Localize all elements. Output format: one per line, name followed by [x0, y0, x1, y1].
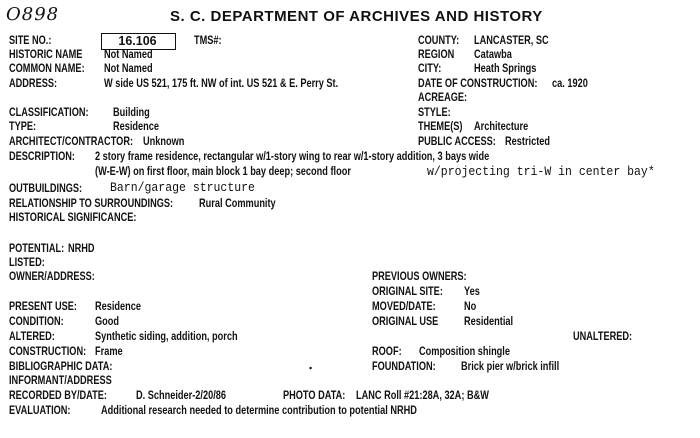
site-no-value: 16.106	[118, 34, 157, 48]
themes-value: Architecture	[474, 121, 529, 133]
description-line-2-typed: w/projecting tri-W in center bay*	[427, 165, 655, 179]
altered-label: ALTERED:	[9, 331, 55, 343]
potential-value: NRHD	[68, 243, 95, 255]
recorded-by-value: D. Schneider-2/20/86	[136, 390, 226, 402]
photo-data-label: PHOTO DATA:	[283, 390, 346, 402]
handwritten-file-number: O898	[6, 4, 60, 25]
common-name-value: Not Named	[104, 63, 153, 75]
historic-name-label: HISTORIC NAME	[9, 49, 83, 61]
altered-value: Synthetic siding, addition, porch	[95, 331, 238, 343]
county-value: LANCASTER, SC	[474, 35, 549, 47]
style-label: STYLE:	[418, 107, 451, 119]
public-access-value: Restricted	[505, 136, 550, 148]
classification-label: CLASSIFICATION:	[9, 107, 89, 119]
address-value: W side US 521, 175 ft. NW of int. US 521 & E. Perry St.	[104, 78, 339, 90]
original-site-value: Yes	[464, 286, 480, 298]
ink-speck: •	[307, 362, 314, 374]
form-title: S. C. DEPARTMENT OF ARCHIVES AND HISTORY	[170, 8, 543, 25]
description-line-2: (W-E-W) on first floor, main block 1 bay deep; second floor	[95, 166, 351, 178]
acreage-label: ACREAGE:	[418, 92, 468, 104]
description-line-1: 2 story frame residence, rectangular w/1-story wing to rear w/1-story addition, 3 bays wide	[95, 151, 490, 163]
bibliographic-data-label: BIBLIOGRAPHIC DATA:	[9, 361, 113, 373]
city-label: CITY:	[418, 63, 442, 75]
tms-label: TMS#:	[194, 35, 222, 47]
county-label: COUNTY:	[418, 35, 460, 47]
original-use-value: Residential	[464, 316, 514, 328]
construction-value: Frame	[95, 346, 123, 358]
architect-value: Unknown	[143, 136, 185, 148]
address-label: ADDRESS:	[9, 78, 58, 90]
moved-date-value: No	[464, 301, 477, 313]
classification-value: Building	[113, 107, 150, 119]
roof-value: Composition shingle	[419, 346, 510, 358]
previous-owners-label: PREVIOUS OWNERS:	[372, 271, 467, 283]
moved-date-label: MOVED/DATE:	[372, 301, 436, 313]
region-label: REGION	[418, 49, 455, 61]
foundation-value: Brick pier w/brick infill	[461, 361, 560, 373]
present-use-value: Residence	[95, 301, 142, 313]
type-value: Residence	[113, 121, 160, 133]
date-of-construction-value: ca. 1920	[552, 78, 588, 90]
common-name-label: COMMON NAME:	[9, 63, 85, 75]
condition-value: Good	[95, 316, 120, 328]
evaluation-value: Additional research needed to determine contribution to potential NRHD	[101, 405, 417, 417]
relationship-value: Rural Community	[199, 198, 276, 210]
construction-label: CONSTRUCTION:	[9, 346, 87, 358]
original-use-label: ORIGINAL USE	[372, 316, 439, 328]
architect-label: ARCHITECT/CONTRACTOR:	[9, 136, 134, 148]
unaltered-label: UNALTERED:	[573, 331, 633, 343]
outbuildings-label: OUTBUILDINGS:	[9, 183, 83, 195]
historical-significance-label: HISTORICAL SIGNIFICANCE:	[9, 212, 137, 224]
date-of-construction-label: DATE OF CONSTRUCTION:	[418, 78, 538, 90]
present-use-label: PRESENT USE:	[9, 301, 77, 313]
region-value: Catawba	[474, 49, 512, 61]
themes-label: THEME(S)	[418, 121, 463, 133]
evaluation-label: EVALUATION:	[9, 405, 71, 417]
listed-label: LISTED:	[9, 257, 45, 269]
public-access-label: PUBLIC ACCESS:	[418, 136, 496, 148]
outbuildings-value: Barn/garage structure	[110, 181, 255, 195]
historic-name-value: Not Named	[104, 49, 153, 61]
original-site-label: ORIGINAL SITE:	[372, 286, 443, 298]
informant-address-label: INFORMANT/ADDRESS	[9, 375, 112, 387]
owner-address-label: OWNER/ADDRESS:	[9, 271, 95, 283]
condition-label: CONDITION:	[9, 316, 64, 328]
potential-label: POTENTIAL:	[9, 243, 65, 255]
description-label: DESCRIPTION:	[9, 151, 75, 163]
city-value: Heath Springs	[474, 63, 537, 75]
site-no-label: SITE NO.:	[9, 35, 52, 47]
recorded-by-label: RECORDED BY/DATE:	[9, 390, 107, 402]
photo-data-value: LANC Roll #21:28A, 32A; B&W	[356, 390, 489, 402]
foundation-label: FOUNDATION:	[372, 361, 436, 373]
type-label: TYPE:	[9, 121, 37, 133]
relationship-label: RELATIONSHIP TO SURROUNDINGS:	[9, 198, 174, 210]
roof-label: ROOF:	[372, 346, 402, 358]
